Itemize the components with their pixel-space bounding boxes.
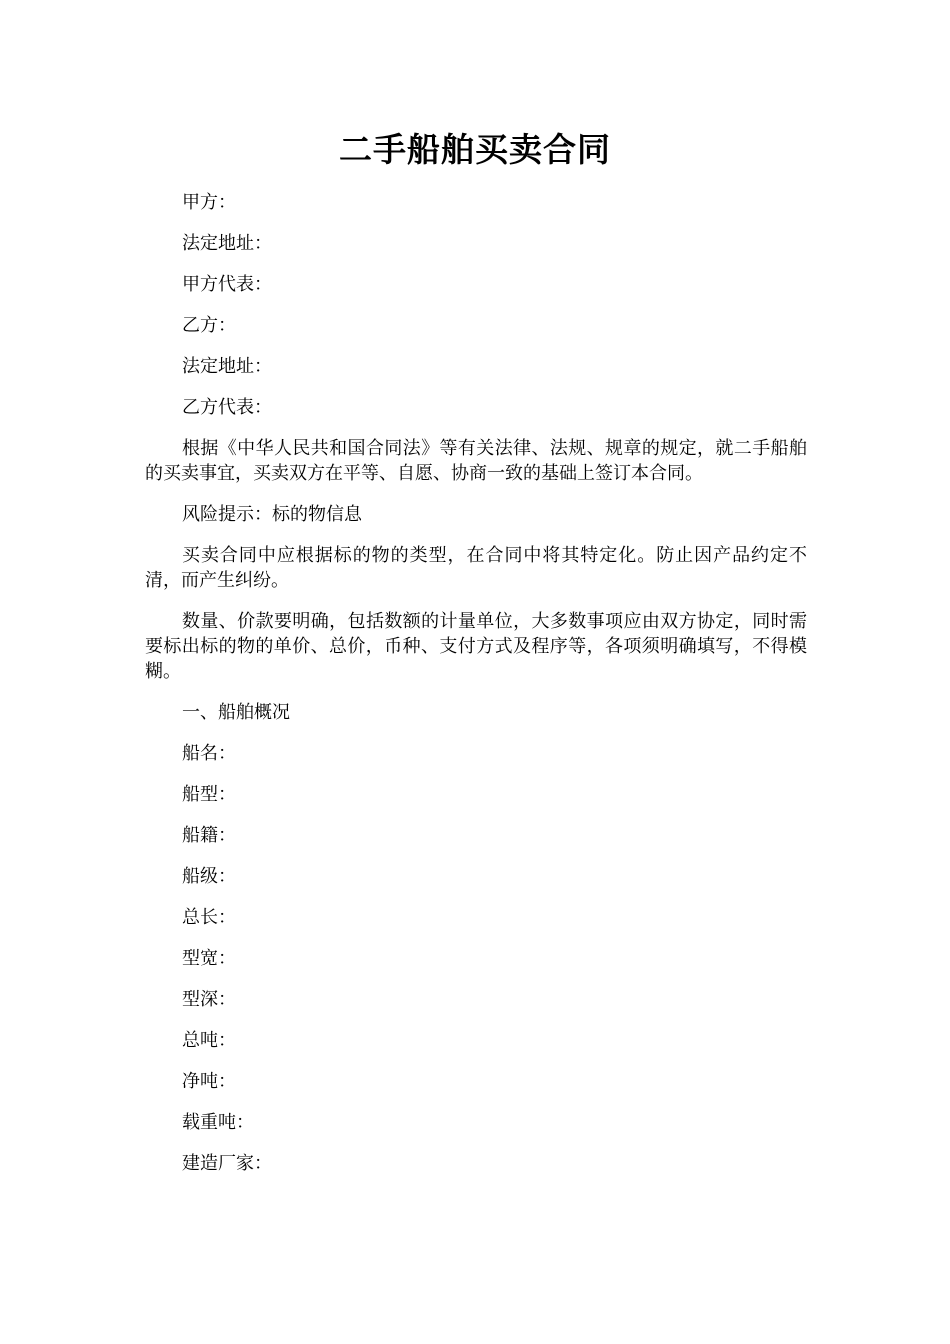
deadweight-label: 载重吨： bbox=[182, 1112, 254, 1133]
net-tonnage-label: 净吨： bbox=[182, 1071, 236, 1092]
ship-class-label: 船级： bbox=[182, 866, 236, 887]
party-b-label: 乙方： bbox=[182, 315, 236, 336]
gross-tonnage-label: 总吨： bbox=[182, 1030, 236, 1051]
moulded-depth-label: 型深： bbox=[182, 989, 236, 1010]
moulded-breadth-label: 型宽： bbox=[182, 948, 236, 969]
document-title: 二手船舶买卖合同 bbox=[339, 130, 611, 169]
document-body bbox=[145, 190, 807, 1192]
party-a-label: 甲方： bbox=[182, 192, 236, 213]
overall-length-label: 总长： bbox=[182, 907, 236, 928]
ship-registry-label: 船籍： bbox=[182, 825, 236, 846]
party-a-representative-label: 甲方代表： bbox=[182, 274, 272, 295]
risk-notice-paragraph-1: 买卖合同中应根据标的物的类型，在合同中将其特定化。防止因产品约定不清，而产生纠纷。 bbox=[145, 545, 807, 591]
party-b-representative-label: 乙方代表： bbox=[182, 397, 272, 418]
party-b-address-label: 法定地址： bbox=[182, 356, 272, 377]
risk-notice-paragraph-2: 数量、价款要明确，包括数额的计量单位，大多数事项应由双方协定，同时需要标出标的物的单价、总价，币种、支付方式及程序等，各项须明确填写，不得模糊。 bbox=[145, 611, 807, 682]
party-a-address-label: 法定地址： bbox=[182, 233, 272, 254]
builder-label: 建造厂家： bbox=[182, 1153, 272, 1174]
preamble-paragraph: 根据《中华人民共和国合同法》等有关法律、法规、规章的规定，就二手船舶的买卖事宜，买卖双方在平等、自愿、协商一致的基础上签订本合同。 bbox=[145, 438, 807, 484]
ship-name-label: 船名： bbox=[182, 743, 236, 764]
ship-type-label: 船型： bbox=[182, 784, 236, 805]
section-heading-ship-overview: 一、船舶概况 bbox=[182, 702, 290, 723]
risk-notice-heading: 风险提示：标的物信息 bbox=[182, 504, 362, 525]
